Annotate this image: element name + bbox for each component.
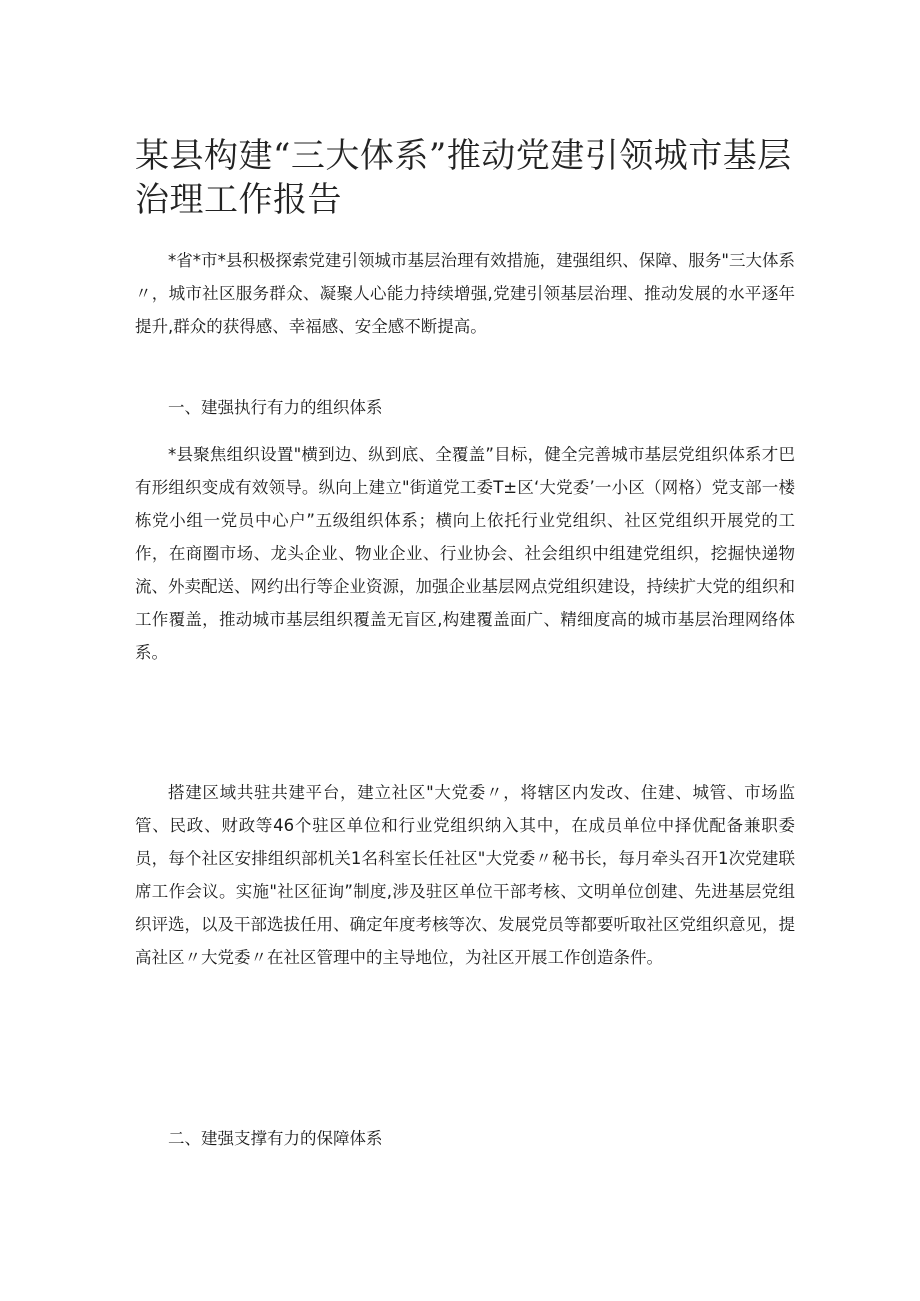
intro-paragraph: *省*市*县积极探索党建引领城市基层治理有效措施，建强组织、保障、服务"三大体系〃，城市社区服务群众、凝聚人心能力持续增强,党建引领基层治理、推动发展的水平逐年提升,群众的获得感、幸福感、安全感不断提高。 xyxy=(135,251,795,336)
document-title: 某县构建“三大体系”推动党建引领城市基层治理工作报告 xyxy=(135,136,792,220)
organization-paragraph: *县聚焦组织设置"横到边、纵到底、全覆盖”目标，健全完善城市基层党组织体系才巴有形组织变成有效领导。纵向上建立"街道党工委T±区‘大党委’一小区（网格）党支部一楼栋党小组一党员中心户”五级组织体系；横向上依托行业党组织、社区党组织开展党的工作，在商圈市场、龙头企业、物业企业、行业协会、社会组织中组建党组织，挖掘快递物流、外卖配送、网约出行等企业资源，加强企业基层网点党组织建设，持续扩大党的组织和工作覆盖，推动城市基层组织覆盖无盲区,构建覆盖面广、精细度高的城市基层治理网络体系。 xyxy=(135,445,795,662)
section-heading-organization: 一、建强执行有力的组织体系 xyxy=(168,398,383,417)
platform-paragraph: 搭建区域共驻共建平台，建立社区"大党委〃，将辖区内发改、住建、城管、市场监管、民政、财政等46个驻区单位和行业党组织纳入其中，在成员单位中择优配备兼职委员，每个社区安排组织部机关1名科室长任社区"大党委〃秘书长，每月牵头召开1次党建联席工作会议。实施"社区征询”制度,涉及驻区单位干部考核、文明单位创建、先进基层党组织评选，以及干部选拔任用、确定年度考核等次、发展党员等都要听取社区党组织意见，提高社区〃大党委〃在社区管理中的主导地位，为社区开展工作创造条件。 xyxy=(135,783,795,967)
section-heading-guarantee: 二、建强支撑有力的保障体系 xyxy=(168,1129,383,1148)
